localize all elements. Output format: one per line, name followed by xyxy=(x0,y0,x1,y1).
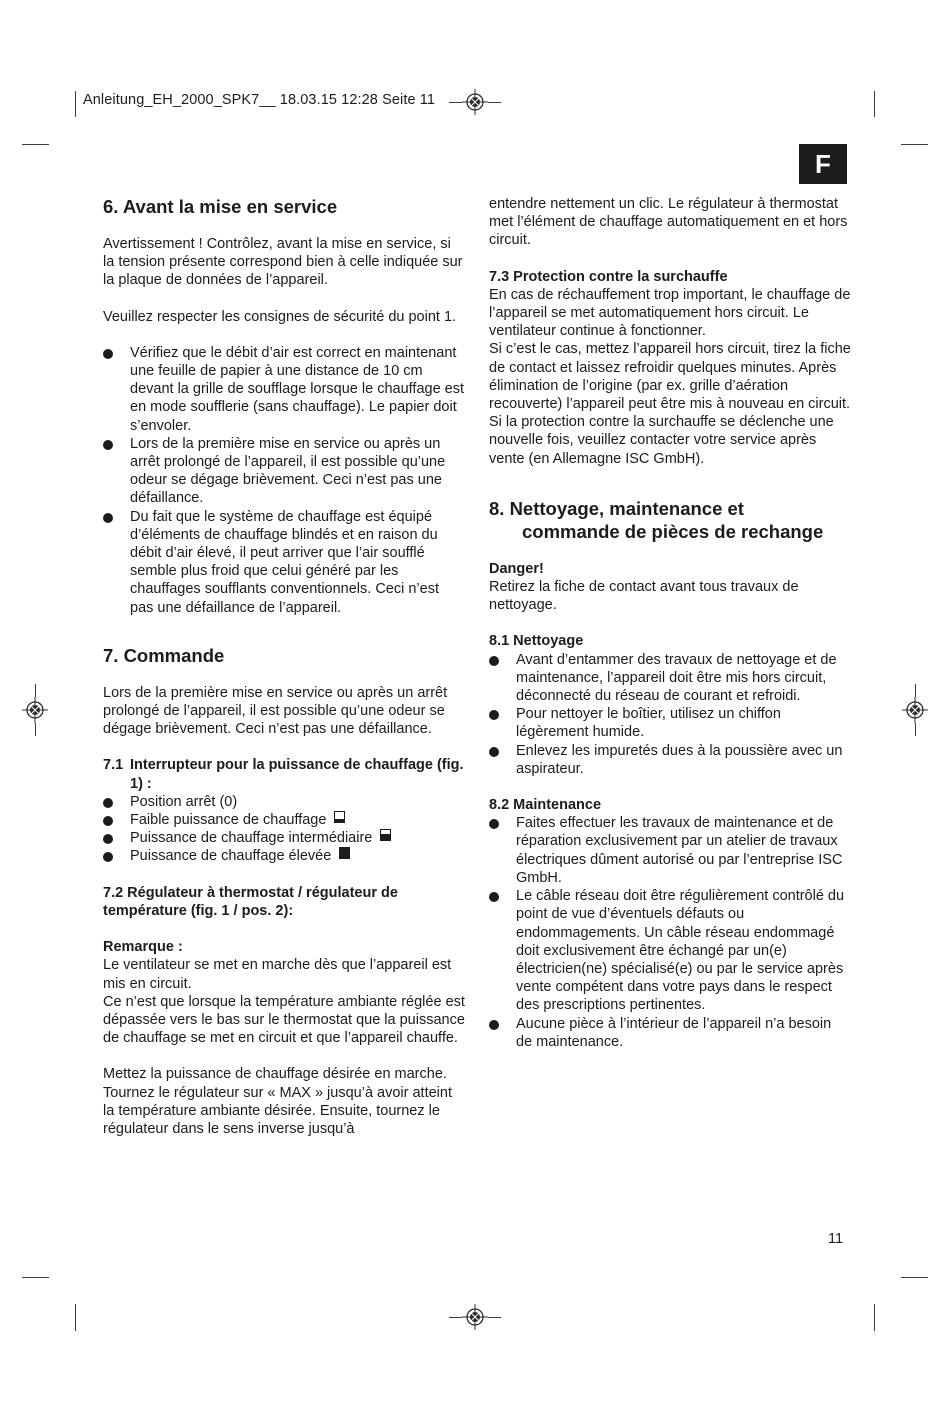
registration-line-left xyxy=(449,1317,462,1318)
remark-title: Remarque : xyxy=(103,939,183,956)
section-7-1-heading: 7.1 Interrupteur pour la puissance de chauffage (fig. 1) : xyxy=(103,757,464,792)
bullet-dot-icon xyxy=(489,819,499,829)
bullet-dot-icon xyxy=(103,834,113,844)
bullet-dot-icon xyxy=(103,440,113,450)
heating-power-list xyxy=(103,793,465,866)
language-tab: F xyxy=(799,144,847,184)
cleaning-list xyxy=(489,651,851,778)
section-6-bullets xyxy=(103,344,465,617)
registration-line-top xyxy=(915,684,916,697)
overheat-text-1: En cas de réchauffement trop important, le chauffage de l’appareil se met automatiquement hors circuit. Le ventilateur continue à fonctionner. xyxy=(489,286,851,340)
list-item: Puissance de chauffage élevée xyxy=(103,847,465,865)
section-6-title: 6. Avant la mise en service xyxy=(103,196,338,217)
list-item: Avant d’entammer des travaux de nettoyage et de maintenance, l’appareil doit être mis hors circuit, déconnecté du réseau de courant et refroidi. xyxy=(489,651,851,706)
section-6-safety-note: Veuillez respecter les consignes de sécurité du point 1. xyxy=(103,308,457,325)
section-8-title: 8. Nettoyage, maintenance et commande de pièces de rechange xyxy=(489,497,824,542)
bullet-dot-icon xyxy=(103,349,113,359)
registration-line-bottom xyxy=(915,723,916,736)
list-item: Lors de la première mise en service ou après un arrêt prolongé de l’appareil, il est possible qu’une odeur se dégage brièvement. Ceci n’est pas une défaillance. xyxy=(103,435,465,508)
registration-mark-icon xyxy=(462,1304,488,1330)
bullet-dot-icon xyxy=(103,513,113,523)
registration-line-right xyxy=(488,1317,501,1318)
turn-regulator-text: Tournez le régulateur sur « MAX » jusqu’à avoir atteint la température ambiante désirée. Ensuite, tournez le régulateur dans le sens inverse jusqu’à xyxy=(103,1084,452,1137)
bullet-dot-icon xyxy=(489,747,499,757)
bullet-dot-icon xyxy=(103,816,113,826)
bullet-dot-icon xyxy=(489,1020,499,1030)
overheat-text-3: Si la protection contre la surchauffe se déclenche une nouvelle fois, veuillez contacter votre service après vente (en Allemagne ISC GmbH). xyxy=(489,414,834,467)
crop-mark-top-left-horizontal xyxy=(22,144,49,145)
list-item: Du fait que le système de chauffage est équipé d’éléments de chauffage blindés et en raison du débit d’air élevé, il peut arriver que l’air soufflé semble plus froid que celui généré par les chauffages soufflants conventionnels. Ceci n’est pas une défaillance de l’appareil. xyxy=(103,508,465,617)
section-8-1-heading: 8.1 Nettoyage xyxy=(489,633,584,650)
page-number: 11 xyxy=(828,1231,844,1247)
list-item: Enlevez les impuretés dues à la poussière avec un aspirateur. xyxy=(489,742,851,778)
registration-mark-icon xyxy=(462,89,488,115)
list-item: Position arrêt (0) xyxy=(103,793,465,811)
list-item: Vérifiez que le débit d’air est correct en maintenant une feuille de papier à une distance de 10 cm devant la grille de soufflage lorsque le chauffage est en mode soufflerie (sans chauffage). Le papier doit s’envoler. xyxy=(103,344,465,435)
registration-mark-icon xyxy=(22,697,48,723)
switch-high-icon xyxy=(339,847,350,859)
remark-text-1: Le ventilateur se met en marche dès que l’appareil est mis en circuit. xyxy=(103,957,452,992)
list-item: Le câble réseau doit être régulièrement contrôlé du point de vue d’éventuels défauts ou endommagements. Un câble réseau endommagé doit exclusivement être échangé par un(e) électricien(ne) spécialisé(e) ou par le service après vente compétent dans votre pays dans le respect des prescriptions pertinentes. xyxy=(489,887,851,1014)
section-7-2-heading: 7.2 Régulateur à thermostat / régulateur de température (fig. 1 / pos. 2): xyxy=(103,884,398,919)
switch-low-icon xyxy=(334,811,345,823)
bullet-dot-icon xyxy=(489,710,499,720)
crop-mark-bottom-left-vertical xyxy=(75,1304,76,1331)
registration-line-left xyxy=(449,102,462,103)
registration-line-top xyxy=(35,684,36,697)
danger-text: Retirez la fiche de contact avant tous travaux de nettoyage. xyxy=(489,579,799,614)
registration-line-right xyxy=(488,102,501,103)
crop-mark-bottom-right-vertical xyxy=(874,1304,875,1331)
bullet-dot-icon xyxy=(103,798,113,808)
section-8-2-heading: 8.2 Maintenance xyxy=(489,797,602,814)
remark-text-2: Ce n’est que lorsque la température ambiante réglée est dépassée vers le bas sur le thermostat que la puissance de chauffage se met en circuit et que l’appareil chauffe. xyxy=(103,993,465,1047)
bullet-dot-icon xyxy=(489,892,499,902)
switch-mid-icon xyxy=(380,829,391,841)
bullet-dot-icon xyxy=(103,852,113,862)
crop-mark-bottom-left-horizontal xyxy=(22,1277,49,1278)
right-column xyxy=(489,195,851,1051)
section-7-intro: Lors de la première mise en service ou après un arrêt prolongé de l’appareil, il est possible qu’une odeur se dégage brièvement. Ceci n’est pas une défaillance. xyxy=(103,684,448,738)
section-7-title: 7. Commande xyxy=(103,644,225,666)
registration-mark-icon xyxy=(902,697,928,723)
registration-line-bottom xyxy=(35,723,36,736)
crop-mark-bottom-right-horizontal xyxy=(901,1277,928,1278)
overheat-text-2: Si c’est le cas, mettez l’appareil hors circuit, tirez la fiche de contact et laissez refroidir quelques minutes. Après élimination de l’origine (par ex. grille d’aération recouverte) l’appareil peut être mis à nouveau en circuit. xyxy=(489,341,851,413)
list-item: Faites effectuer les travaux de maintenance et de réparation exclusivement par un atelier de travaux électriques dûment autorisé ou par l’entreprise ISC GmbH. xyxy=(489,814,851,887)
maintenance-list xyxy=(489,814,851,1051)
bullet-dot-icon xyxy=(489,656,499,666)
section-6-warning: Avertissement ! Contrôlez, avant la mise en service, si la tension présente correspond bien à celle indiquée sur la plaque de données de l’appareil. xyxy=(103,236,463,289)
section-7-3-heading: 7.3 Protection contre la surchauffe xyxy=(489,268,728,285)
list-item: Faible puissance de chauffage xyxy=(103,811,465,829)
list-item: Pour nettoyer le boîtier, utilisez un chiffon légèrement humide. xyxy=(489,705,851,741)
crop-mark-top-left-vertical xyxy=(75,91,76,117)
print-header: Anleitung_EH_2000_SPK7__ 18.03.15 12:28 Seite 11 xyxy=(83,92,436,108)
list-item: Puissance de chauffage intermédiaire xyxy=(103,829,465,847)
turn-regulator-continued: entendre nettement un clic. Le régulateur à thermostat met l’élément de chauffage automatiquement en et hors circuit. xyxy=(489,196,848,249)
list-item: Aucune pièce à l’intérieur de l’appareil n’a besoin de maintenance. xyxy=(489,1015,851,1051)
crop-mark-top-right-vertical xyxy=(874,91,875,117)
danger-title: Danger! xyxy=(489,560,544,577)
left-column xyxy=(103,195,465,1138)
set-power-text: Mettez la puissance de chauffage désirée en marche. xyxy=(103,1066,447,1083)
crop-mark-top-right-horizontal xyxy=(901,144,928,145)
